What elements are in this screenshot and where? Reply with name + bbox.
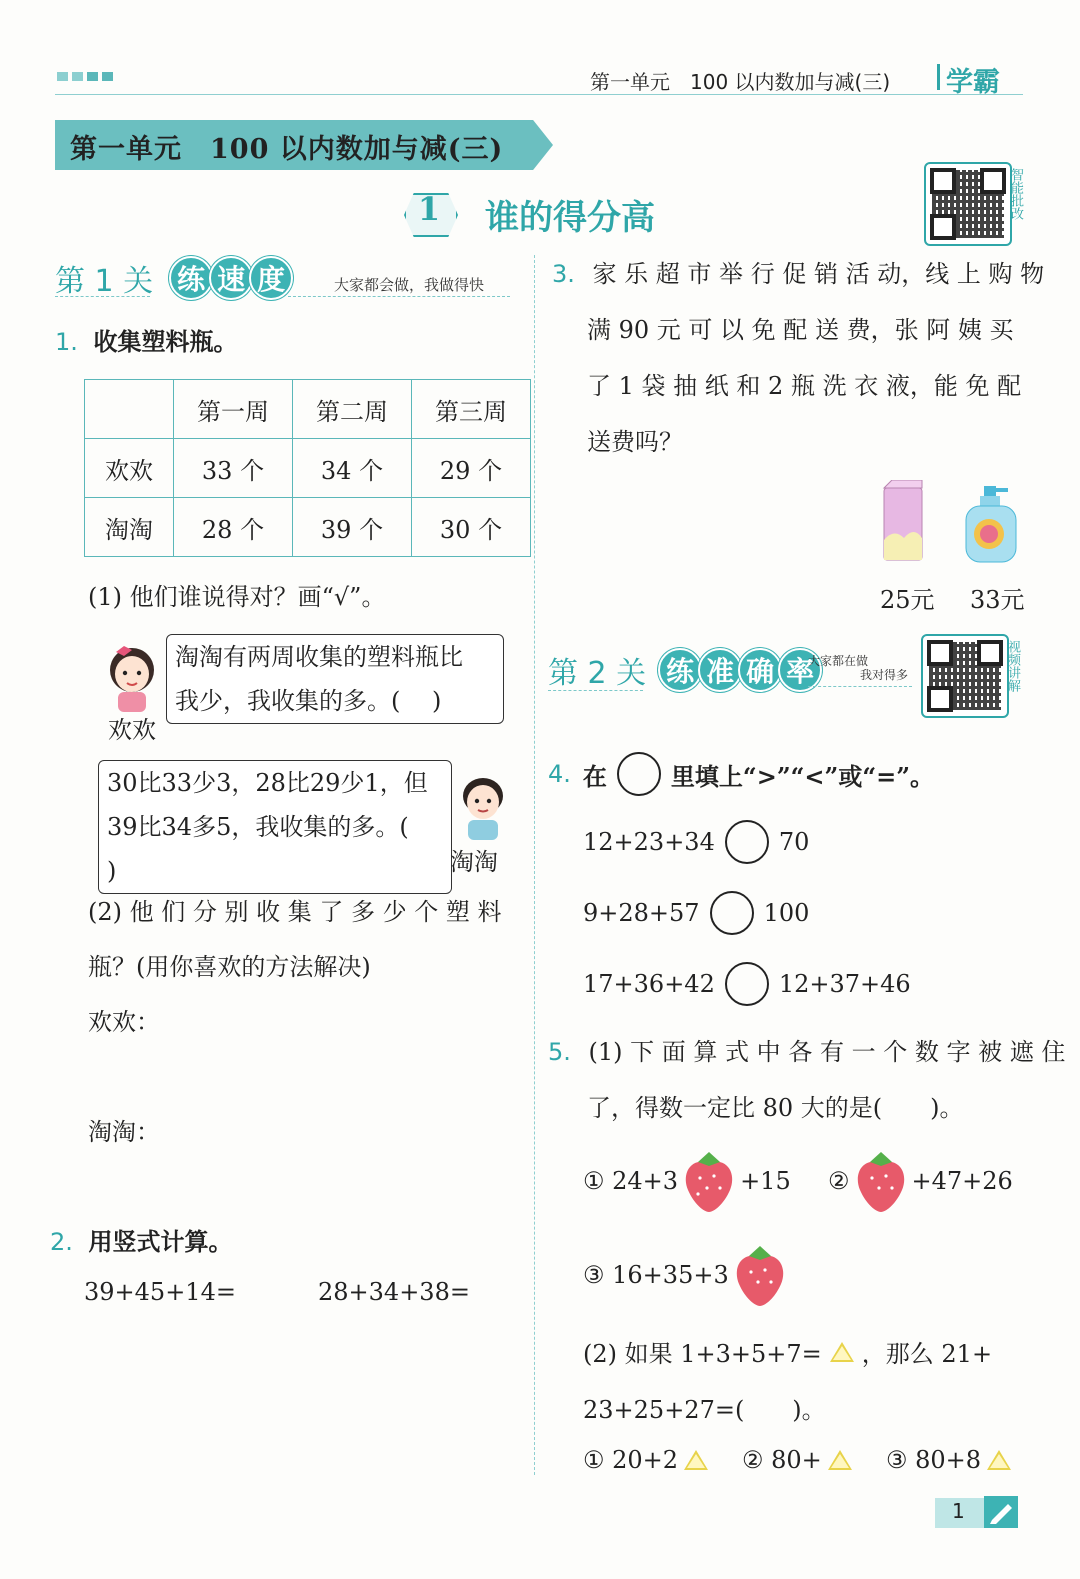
table-cell: 28 个 (174, 498, 293, 557)
strawberry-icon (852, 1148, 910, 1214)
compare-row (583, 891, 809, 935)
question-1-part-1: (1) 他们谁说得对？画“√”。 (88, 583, 386, 611)
table-header-cell: 第二周 (293, 380, 412, 439)
compare-row (583, 962, 911, 1006)
question-1-part-2-line: 瓶？(用你喜欢的方法解决) (88, 953, 371, 981)
table-header-cell: 第三周 (412, 380, 531, 439)
table-cell: 34 个 (293, 439, 412, 498)
question-1-text: 收集塑料瓶。 (93, 327, 238, 356)
question-5-text: (1) 下 面 算 式 中 各 有 一 个 数 字 被 遮 住 (588, 1038, 1066, 1066)
pencil-icon (984, 1496, 1018, 1528)
taotao-speech-line: 30比33少3，28比29少1，但 (107, 769, 428, 797)
huanhuan-speech-line: 我少，我收集的多。( ) (175, 687, 442, 715)
triangle-icon (828, 1450, 852, 1470)
section-1-slogan-underline (288, 296, 510, 297)
choice-2-text: ② 80+ (742, 1446, 822, 1474)
option-2-text: +47+26 (911, 1167, 1013, 1195)
question-5-part-2-line (583, 1334, 992, 1369)
section-2-badge: 练 (658, 648, 702, 692)
detergent-price: 33元 (970, 586, 1025, 614)
section-2-slogan: 大家都在做 (808, 654, 869, 668)
compare-row (583, 820, 809, 864)
question-4-text: 里填上“>”“<”或“=”。 (670, 761, 935, 791)
question-1-number: 1. (55, 328, 78, 356)
lesson-number: 1 (417, 190, 441, 228)
compare-left-expression: 17+36+42 (583, 970, 715, 998)
option-1-text: ① 24+3 (583, 1167, 679, 1195)
strawberry-icon (731, 1242, 789, 1308)
detergent-bottle-illustration (962, 486, 1020, 564)
choice-1-text: ① 20+2 (583, 1446, 679, 1474)
section-2-badge: 率 (778, 648, 822, 692)
huanhuan-speech-line: 淘淘有两周收集的塑料瓶比 (175, 643, 463, 671)
compare-right-expression: 12+37+46 (778, 970, 911, 998)
qr-code-grading[interactable] (924, 162, 1012, 246)
section-2-badge: 准 (698, 648, 742, 692)
table-cell: 29 个 (412, 439, 531, 498)
section-1-slogan: 大家都会做，我做得快 (334, 276, 485, 294)
header-decoration (57, 72, 113, 81)
question-4-text: 在 (582, 761, 607, 791)
section-2-header (548, 648, 818, 692)
choice-3-text: ③ 80+8 (886, 1446, 982, 1474)
taotao-name: 淘淘 (450, 848, 498, 876)
question-1-part-2-line: (2) 他 们 分 别 收 集 了 多 少 个 塑 料 (88, 898, 502, 926)
option-2-text: ② (828, 1167, 850, 1195)
compare-right-expression: 70 (778, 828, 810, 856)
brand-logo: 学霸 (946, 67, 1000, 98)
question-2-text: 用竖式计算。 (88, 1227, 233, 1256)
question-3-line: 满 90 元 可 以 免 配 送 费，张 阿 姨 买 (587, 316, 1014, 344)
column-divider (534, 255, 535, 1475)
table-cell: 淘淘 (85, 498, 174, 557)
option-1 (583, 1148, 791, 1214)
huanhuan-speech-bubble (166, 634, 504, 724)
lesson-title: 谁的得分高 (485, 198, 655, 238)
table-row (85, 439, 531, 498)
compare-answer-circle[interactable] (725, 820, 769, 864)
qr-video-label: 视频讲解 (1005, 640, 1020, 692)
vertical-calc-expression: 39+45+14= (84, 1278, 236, 1306)
question-5-number: 5. (548, 1038, 571, 1066)
triangle-icon (830, 1342, 854, 1362)
triangle-icon (684, 1450, 708, 1470)
table-cell: 39 个 (293, 498, 412, 557)
table-cell: 欢欢 (85, 439, 174, 498)
table-cell: 33 个 (174, 439, 293, 498)
table-header-cell: 第一周 (174, 380, 293, 439)
question-3-text: 家 乐 超 市 举 行 促 销 活 动，线 上 购 物 (592, 260, 1045, 288)
table-row (85, 498, 531, 557)
question-1-title (55, 322, 238, 357)
table-header-cell (85, 380, 174, 439)
section-1-header (55, 256, 289, 300)
compare-circle-icon (617, 752, 661, 796)
table-header-row (85, 380, 531, 439)
section-1-badge: 练 (169, 256, 213, 300)
question-4-number: 4. (548, 760, 571, 788)
question-2-number: 2. (50, 1228, 73, 1256)
option-3-text: ③ 16+35+3 (583, 1261, 729, 1289)
question-2-title (50, 1222, 233, 1257)
huanhuan-name: 欢欢 (108, 716, 156, 744)
section-2-slogan: 我对得多 (860, 668, 909, 682)
section-1-badge: 度 (249, 256, 293, 300)
tissue-pack-illustration (880, 480, 926, 562)
header-rule (55, 94, 1023, 95)
compare-right-expression: 100 (763, 899, 810, 927)
choice-1 (583, 1446, 708, 1474)
section-2-badge: 确 (738, 648, 782, 692)
compare-left-expression: 12+23+34 (583, 828, 715, 856)
running-header: 第一单元 100 以内数加与减(三) (590, 70, 891, 94)
girl-huanhuan-illustration (104, 640, 160, 714)
question-3-line: 了 1 袋 抽 纸 和 2 瓶 洗 衣 液，能 免 配 (587, 372, 1022, 400)
section-2-slogan-underline (808, 686, 912, 687)
section-2-underline (548, 690, 643, 691)
table-cell: 30 个 (412, 498, 531, 557)
qr-code-video[interactable] (921, 634, 1009, 718)
answer-taotao-label: 淘淘： (88, 1118, 160, 1146)
option-2 (828, 1148, 1013, 1214)
question-5-line: 了，得数一定比 80 大的是( )。 (587, 1094, 964, 1122)
option-3 (583, 1242, 791, 1308)
strawberry-icon (680, 1148, 738, 1214)
section-1-underline (55, 296, 150, 297)
option-1-text: +15 (740, 1167, 791, 1195)
answer-huanhuan-label: 欢欢： (88, 1008, 160, 1036)
section-1-badge: 速 (209, 256, 253, 300)
tissue-price: 25元 (880, 586, 935, 614)
question-5-part-2-text: (2) 如果 1+3+5+7= (583, 1340, 822, 1368)
compare-left-expression: 9+28+57 (583, 899, 700, 927)
header-separator (937, 64, 940, 90)
question-5-part-2-text: ，那么 21+ (861, 1340, 993, 1368)
question-4-title (548, 752, 934, 796)
page-number: 1 (952, 1499, 965, 1523)
question-5-line (548, 1032, 1065, 1067)
qr-grading-label: 智能批改 (1008, 168, 1023, 220)
vertical-calc-expression: 28+34+38= (318, 1278, 470, 1306)
triangle-icon (987, 1450, 1011, 1470)
unit-banner-title: 第一单元 100 以内数加与减(三) (70, 134, 504, 165)
choice-2 (742, 1446, 852, 1474)
bottle-collection-table (84, 379, 531, 557)
question-3-number: 3. (552, 260, 575, 288)
question-5-part-2-line: 23+25+27=( )。 (583, 1396, 826, 1424)
compare-answer-circle[interactable] (710, 891, 754, 935)
compare-answer-circle[interactable] (725, 962, 769, 1006)
section-1-label: 第 1 关 (55, 264, 154, 299)
question-3-line (552, 254, 1044, 289)
section-2-label: 第 2 关 (548, 656, 647, 691)
choice-3 (886, 1446, 1011, 1474)
taotao-speech-line: 39比34多5，我收集的多。( ) (107, 813, 441, 885)
question-3-line: 送费吗？ (587, 428, 683, 456)
taotao-speech-bubble (98, 760, 452, 894)
boy-taotao-illustration (456, 770, 510, 842)
